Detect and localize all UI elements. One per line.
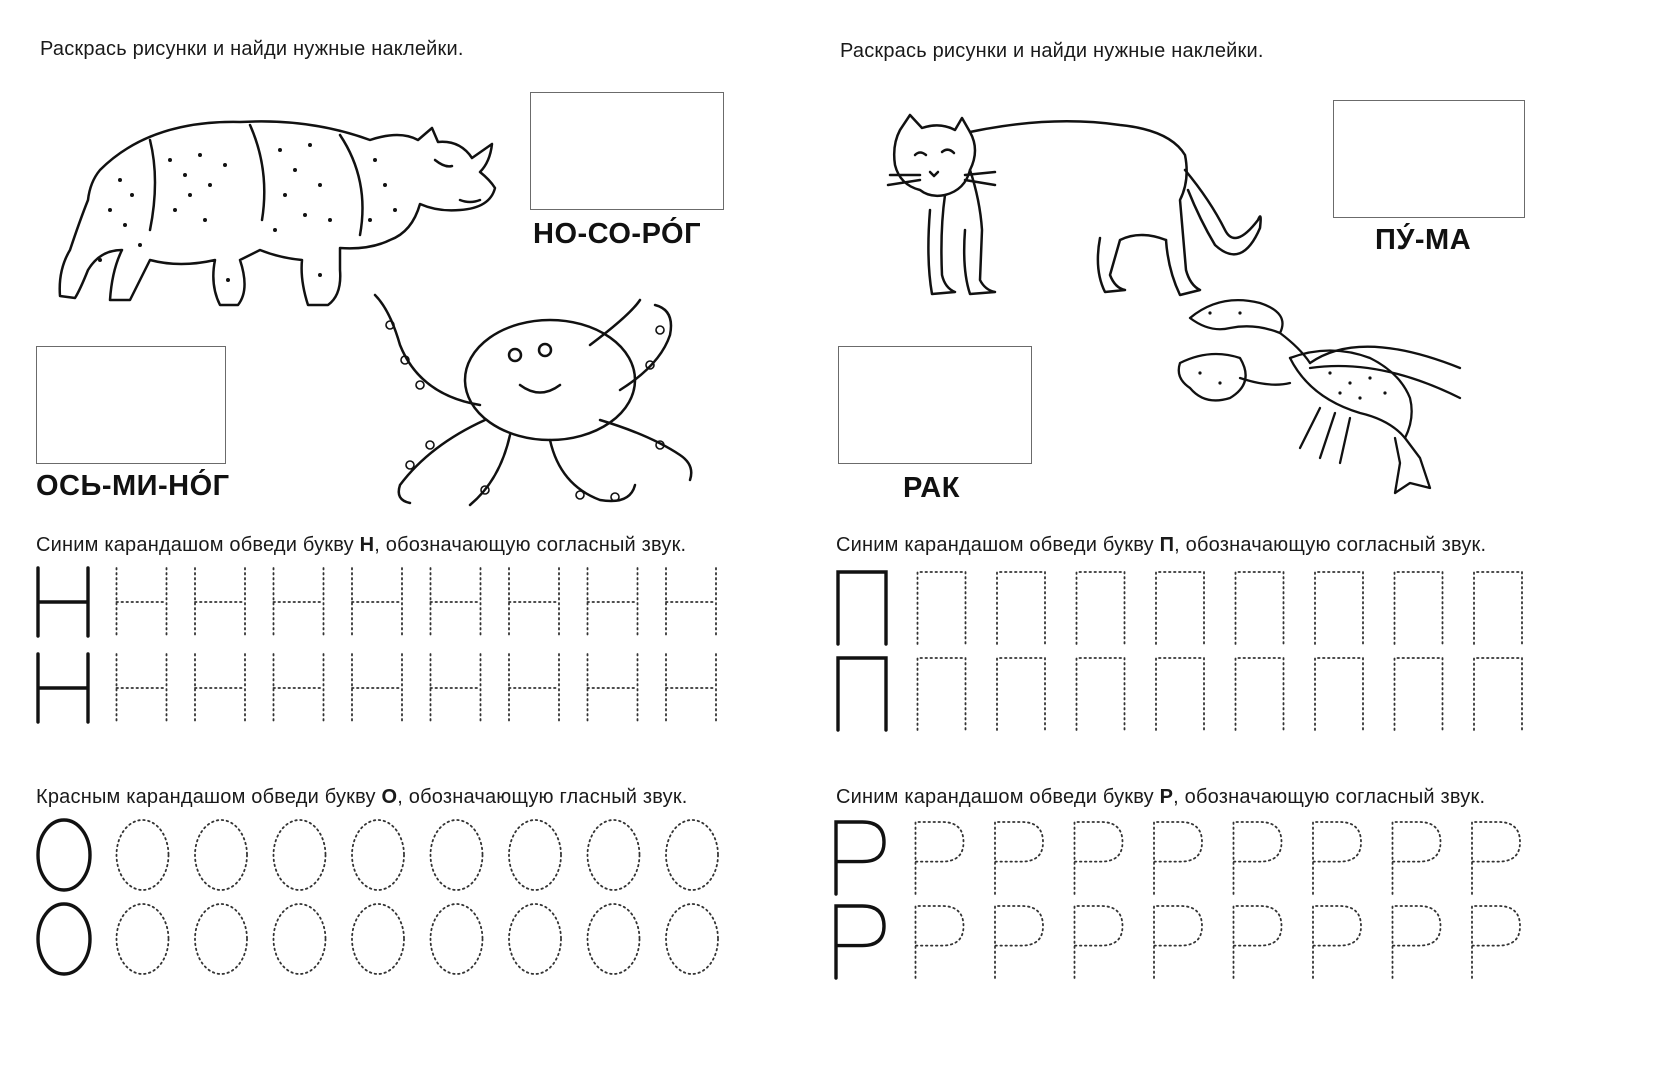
letter-p-tracing-rows[interactable] (830, 566, 1540, 736)
instruction-color-stickers: Раскрась рисунки и найди нужные наклейки. (840, 40, 1264, 62)
instruction-trace-r (836, 786, 1485, 809)
letter-o-trace-cell[interactable] (352, 820, 404, 890)
letter-o-trace-cell[interactable] (117, 904, 169, 974)
letter-p-trace-cell[interactable] (918, 658, 966, 730)
letter-n-trace-cell[interactable] (666, 568, 716, 636)
instruction-trace-p (836, 534, 1486, 557)
letter-n-trace-cell[interactable] (274, 568, 324, 636)
letter-n-trace-cell[interactable] (352, 568, 402, 636)
letter-n-tracing-rows[interactable] (30, 562, 730, 730)
letter-n-trace-cell[interactable] (195, 568, 245, 636)
letter-r-trace-cell[interactable] (995, 906, 1043, 978)
instruction-letter: Р (1159, 786, 1174, 808)
letter-o-trace-cell[interactable] (588, 904, 640, 974)
instruction-text: , обозначающую согласный звук. (1174, 534, 1487, 556)
letter-n-trace-cell[interactable] (588, 654, 638, 722)
letter-o-sample[interactable] (38, 904, 90, 974)
letter-o-sample[interactable] (38, 820, 90, 890)
sticker-slot-crayfish[interactable] (838, 346, 1032, 464)
sticker-slot-octopus[interactable] (36, 346, 226, 464)
letter-p-trace-cell[interactable] (1156, 572, 1204, 644)
letter-p-trace-cell[interactable] (997, 658, 1045, 730)
instruction-text: , обозначающую гласный звук. (397, 786, 688, 808)
letter-p-trace-cell[interactable] (997, 572, 1045, 644)
letter-p-trace-cell[interactable] (1474, 572, 1522, 644)
letter-n-trace-cell[interactable] (666, 654, 716, 722)
puma-illustration (870, 110, 1270, 310)
letter-o-trace-cell[interactable] (509, 820, 561, 890)
letter-p-trace-cell[interactable] (1077, 658, 1125, 730)
letter-o-trace-cell[interactable] (666, 820, 718, 890)
letter-o-trace-cell[interactable] (666, 904, 718, 974)
letter-o-trace-cell[interactable] (274, 904, 326, 974)
letter-o-trace-cell[interactable] (352, 904, 404, 974)
instruction-text: Синим карандашом обведи букву (36, 534, 360, 556)
letter-r-sample[interactable] (836, 906, 884, 978)
letter-r-trace-cell[interactable] (1393, 906, 1441, 978)
letter-r-sample[interactable] (836, 822, 884, 894)
letter-o-trace-cell[interactable] (431, 904, 483, 974)
letter-r-trace-cell[interactable] (1393, 822, 1441, 894)
letter-r-trace-cell[interactable] (1154, 906, 1202, 978)
instruction-letter: Н (359, 534, 375, 556)
letter-r-tracing-rows[interactable] (830, 814, 1540, 984)
letter-n-sample[interactable] (38, 568, 88, 636)
instruction-trace-n (36, 534, 686, 557)
letter-r-trace-cell[interactable] (1075, 906, 1123, 978)
letter-n-sample[interactable] (38, 654, 88, 722)
letter-o-trace-cell[interactable] (509, 904, 561, 974)
letter-r-trace-cell[interactable] (1075, 822, 1123, 894)
letter-n-trace-cell[interactable] (431, 654, 481, 722)
letter-o-trace-cell[interactable] (431, 820, 483, 890)
letter-o-trace-cell[interactable] (274, 820, 326, 890)
letter-r-trace-cell[interactable] (995, 822, 1043, 894)
letter-n-trace-cell[interactable] (509, 654, 559, 722)
letter-n-trace-cell[interactable] (352, 654, 402, 722)
letter-n-trace-cell[interactable] (509, 568, 559, 636)
letter-n-trace-cell[interactable] (274, 654, 324, 722)
letter-o-trace-cell[interactable] (588, 820, 640, 890)
sticker-slot-puma[interactable] (1333, 100, 1525, 218)
word-nosorog: НО-СО-РО́Г (533, 218, 702, 250)
instruction-text: Синим карандашом обведи букву (836, 534, 1160, 556)
right-page (830, 0, 1662, 1080)
crayfish-illustration (1160, 288, 1480, 503)
letter-r-trace-cell[interactable] (1313, 906, 1361, 978)
letter-p-trace-cell[interactable] (1077, 572, 1125, 644)
word-puma: ПУ́-МА (1375, 224, 1472, 256)
instruction-color-stickers: Раскрась рисунки и найди нужные наклейки. (40, 38, 464, 60)
letter-p-sample[interactable] (838, 572, 886, 644)
letter-n-trace-cell[interactable] (117, 568, 167, 636)
letter-r-trace-cell[interactable] (1154, 822, 1202, 894)
letter-o-tracing-rows[interactable] (30, 812, 730, 984)
letter-r-trace-cell[interactable] (1234, 906, 1282, 978)
letter-p-trace-cell[interactable] (1315, 658, 1363, 730)
letter-p-trace-cell[interactable] (1156, 658, 1204, 730)
letter-p-trace-cell[interactable] (1236, 658, 1284, 730)
letter-n-trace-cell[interactable] (431, 568, 481, 636)
letter-p-trace-cell[interactable] (1474, 658, 1522, 730)
instruction-text: , обозначающую согласный звук. (1173, 786, 1486, 808)
left-page (0, 0, 830, 1080)
letter-r-trace-cell[interactable] (1313, 822, 1361, 894)
letter-o-trace-cell[interactable] (117, 820, 169, 890)
instruction-trace-o (36, 786, 688, 809)
letter-r-trace-cell[interactable] (1234, 822, 1282, 894)
letter-n-trace-cell[interactable] (195, 654, 245, 722)
instruction-text: , обозначающую согласный звук. (374, 534, 687, 556)
letter-p-trace-cell[interactable] (1395, 572, 1443, 644)
word-osminog: ОСЬ-МИ-НО́Г (36, 470, 230, 502)
letter-p-trace-cell[interactable] (1236, 572, 1284, 644)
sticker-slot-rhinoceros[interactable] (530, 92, 724, 210)
letter-r-trace-cell[interactable] (916, 822, 964, 894)
letter-r-trace-cell[interactable] (1472, 906, 1520, 978)
letter-n-trace-cell[interactable] (117, 654, 167, 722)
letter-o-trace-cell[interactable] (195, 904, 247, 974)
letter-p-trace-cell[interactable] (1395, 658, 1443, 730)
letter-n-trace-cell[interactable] (588, 568, 638, 636)
letter-p-trace-cell[interactable] (1315, 572, 1363, 644)
word-rak: РАК (903, 472, 960, 504)
letter-p-sample[interactable] (838, 658, 886, 730)
instruction-text: Синим карандашом обведи букву (836, 786, 1160, 808)
instruction-letter: О (381, 786, 398, 808)
instruction-letter: П (1159, 534, 1175, 556)
letter-o-trace-cell[interactable] (195, 820, 247, 890)
instruction-text: Красным карандашом обведи букву (36, 786, 382, 808)
letter-r-trace-cell[interactable] (1472, 822, 1520, 894)
octopus-illustration (360, 285, 710, 515)
letter-r-trace-cell[interactable] (916, 906, 964, 978)
letter-p-trace-cell[interactable] (918, 572, 966, 644)
